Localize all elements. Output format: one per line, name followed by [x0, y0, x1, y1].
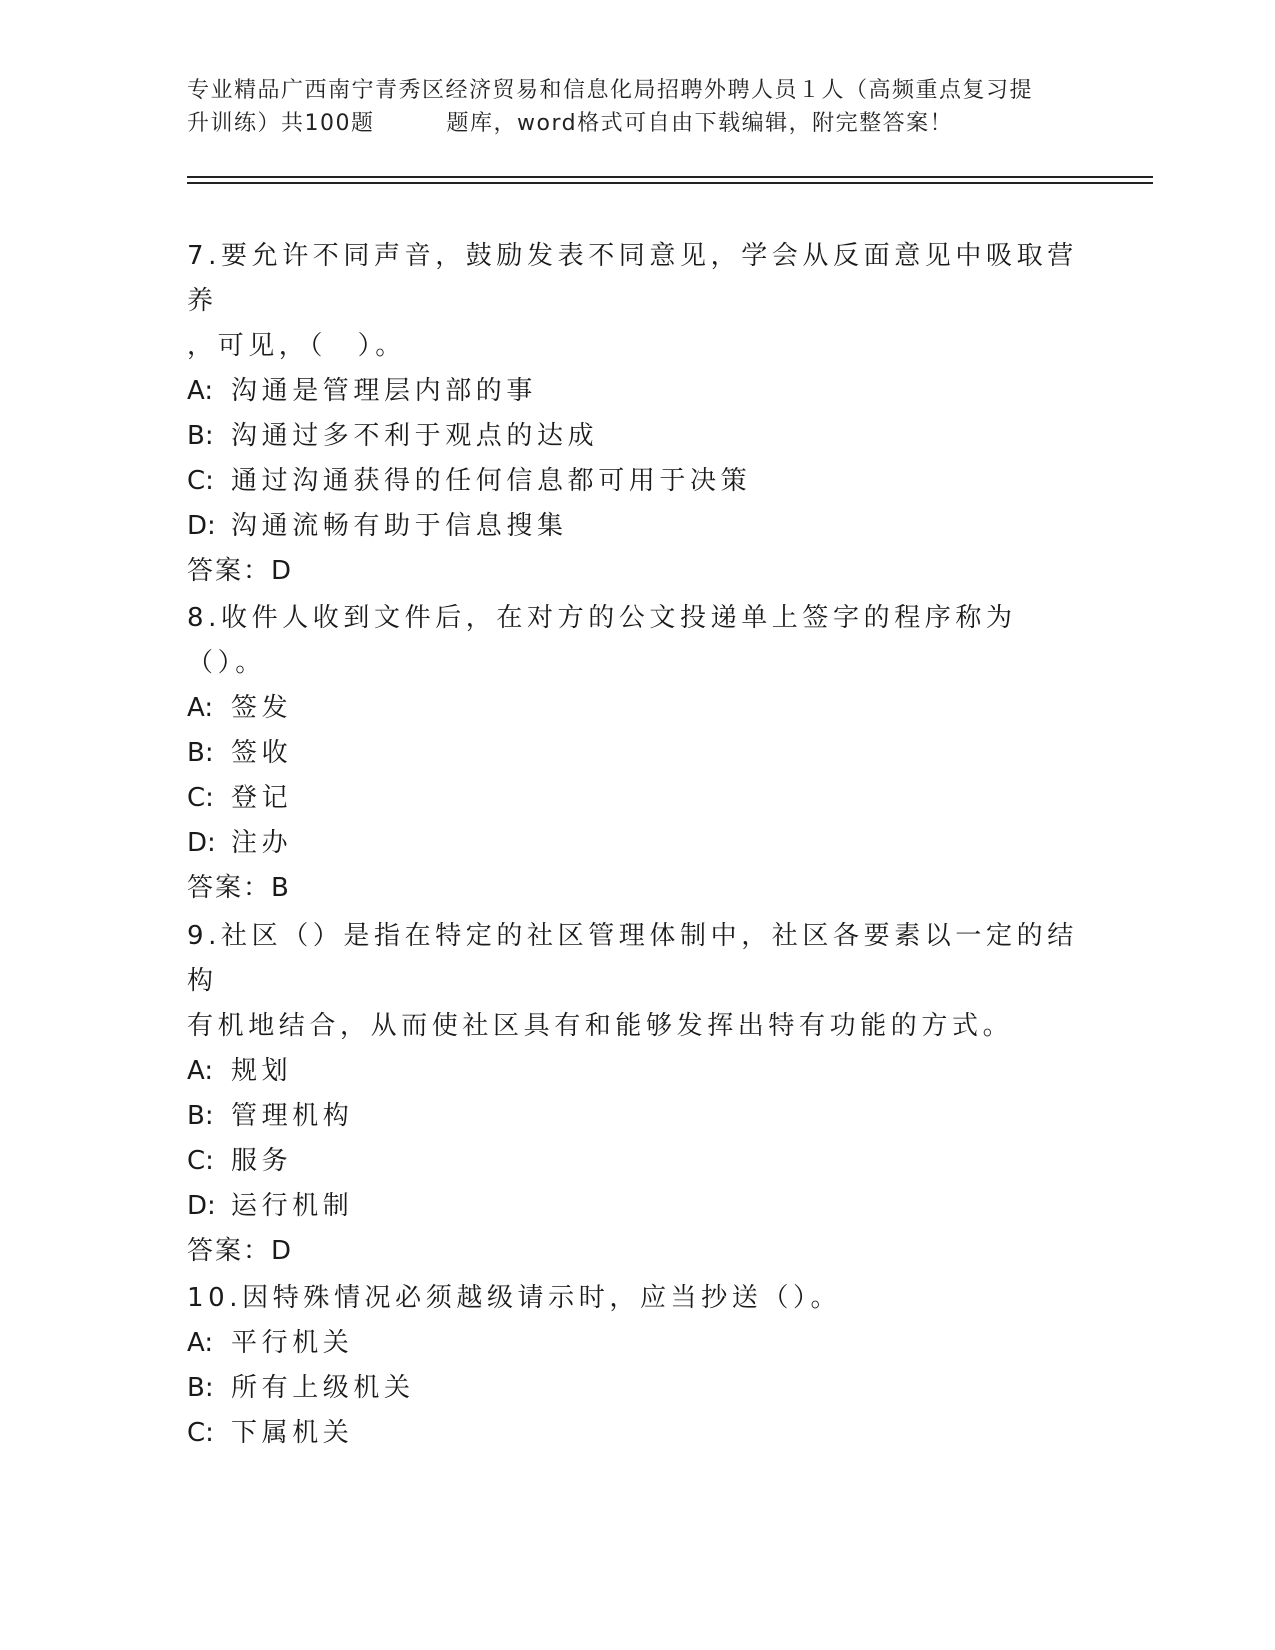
question-stem-line: 10.因特殊情况必须越级请示时，应当抄送（）。 — [187, 1283, 842, 1313]
option-d — [187, 821, 1087, 866]
option-key: B: — [187, 1101, 214, 1131]
option-c — [187, 1411, 1087, 1456]
answer-line: 答案：B — [187, 873, 291, 903]
option-c — [187, 1139, 1087, 1184]
option-b — [187, 1366, 1087, 1411]
option-text: 规划 — [231, 1056, 293, 1086]
option-text: 签发 — [231, 693, 293, 723]
question-stem-line: 9.社区（）是指在特定的社区管理体制中，社区各要素以一定的结构 — [187, 921, 1078, 996]
option-text: 下属机关 — [231, 1418, 354, 1448]
option-text: 签收 — [231, 738, 293, 768]
option-key: C: — [187, 466, 214, 496]
header-divider-bottom — [187, 182, 1153, 184]
option-key: D: — [187, 828, 216, 858]
option-a — [187, 1049, 1087, 1094]
option-key: D: — [187, 1191, 216, 1221]
question-10 — [187, 1276, 1087, 1456]
option-key: A: — [187, 693, 214, 723]
question-9 — [187, 914, 1087, 1274]
header-title-line2-left: 升训练）共100题 — [187, 111, 375, 136]
header-divider-top — [187, 176, 1153, 178]
option-b — [187, 414, 1087, 459]
option-key: B: — [187, 1373, 214, 1403]
option-c — [187, 459, 1087, 504]
option-a — [187, 369, 1087, 414]
option-text: 沟通流畅有助于信息搜集 — [231, 511, 568, 541]
question-stem-line: 7.要允许不同声音，鼓励发表不同意见，学会从反面意见中吸取营养 — [187, 241, 1078, 316]
option-key: A: — [187, 376, 214, 406]
option-b — [187, 1094, 1087, 1139]
header-title-line2-right: 题库，word格式可自由下载编辑，附完整答案！ — [446, 111, 954, 136]
option-text: 注办 — [231, 828, 293, 858]
option-text: 管理机构 — [231, 1101, 354, 1131]
option-d — [187, 1184, 1087, 1229]
option-text: 所有上级机关 — [231, 1373, 415, 1403]
option-key: B: — [187, 421, 214, 451]
header-title-line2 — [187, 107, 1087, 140]
option-key: A: — [187, 1328, 214, 1358]
option-key: A: — [187, 1056, 214, 1086]
option-text: 运行机制 — [231, 1191, 354, 1221]
option-text: 平行机关 — [231, 1328, 354, 1358]
document-header — [187, 74, 1087, 140]
question-stem-line: 有机地结合，从而使社区具有和能够发挥出特有功能的方式。 — [187, 1011, 1014, 1041]
option-text: 沟通是管理层内部的事 — [231, 376, 538, 406]
question-7 — [187, 234, 1087, 594]
option-a — [187, 1321, 1087, 1366]
option-key: C: — [187, 1146, 214, 1176]
answer-line: 答案：D — [187, 1236, 294, 1266]
option-b — [187, 731, 1087, 776]
question-8 — [187, 596, 1087, 911]
option-key: C: — [187, 1418, 214, 1448]
option-key: D: — [187, 511, 216, 541]
option-key: C: — [187, 783, 214, 813]
question-stem-line: 8.收件人收到文件后，在对方的公文投递单上签字的程序称为（）。 — [187, 603, 1017, 678]
header-title-line1: 专业精品广西南宁青秀区经济贸易和信息化局招聘外聘人员１人（高频重点复习提 — [187, 78, 1034, 103]
option-text: 登记 — [231, 783, 293, 813]
answer-line: 答案：D — [187, 556, 294, 586]
question-stem-line: ，可见，（ ）。 — [187, 331, 406, 361]
option-c — [187, 776, 1087, 821]
option-text: 沟通过多不利于观点的达成 — [231, 421, 599, 451]
option-a — [187, 686, 1087, 731]
option-key: B: — [187, 738, 214, 768]
option-text: 通过沟通获得的任何信息都可用于决策 — [231, 466, 752, 496]
option-text: 服务 — [231, 1146, 293, 1176]
option-d — [187, 504, 1087, 549]
